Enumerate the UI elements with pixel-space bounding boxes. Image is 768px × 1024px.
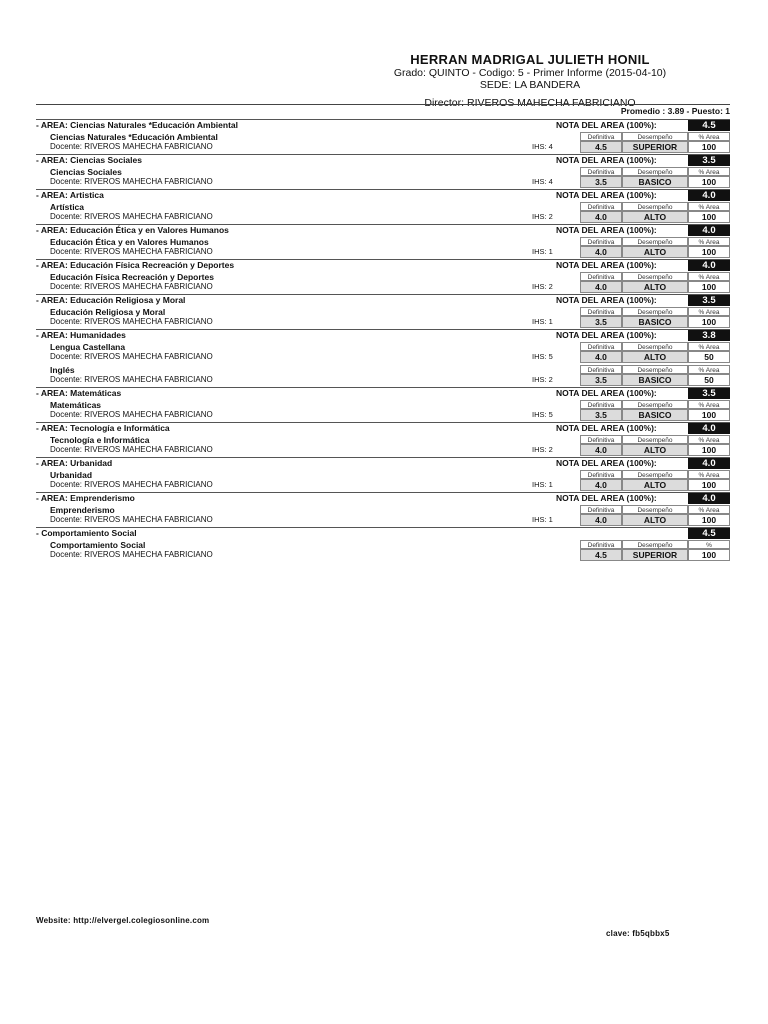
desempeno-value: ALTO <box>622 514 688 526</box>
desempeno-header: Desempeño <box>622 435 688 444</box>
desempeno-header: Desempeño <box>622 202 688 211</box>
subject-name: Urbanidad <box>50 470 93 480</box>
student-name: HERRAN MADRIGAL JULIETH HONIL <box>410 52 650 67</box>
subject-ihs: IHS: 1 <box>532 480 553 489</box>
definitiva-header: Definitiva <box>580 540 622 549</box>
subject-row <box>36 131 730 154</box>
desempeno-header: Desempeño <box>622 307 688 316</box>
subject-ihs: IHS: 4 <box>532 177 553 186</box>
area-block <box>36 154 730 189</box>
definitiva-value: 4.0 <box>580 514 622 526</box>
area-header-row <box>36 260 730 271</box>
promedio-line: Promedio : 3.89 - Puesto: 1 <box>620 106 730 116</box>
desempeno-value: ALTO <box>622 246 688 258</box>
subject-docente: Docente: RIVEROS MAHECHA FABRICIANO <box>50 410 213 419</box>
pct-area-header: % Area <box>688 400 730 409</box>
area-title: - AREA: Matemáticas <box>36 388 122 398</box>
subject-docente: Docente: RIVEROS MAHECHA FABRICIANO <box>50 480 213 489</box>
desempeno-value: SUPERIOR <box>622 549 688 561</box>
desempeno-value: ALTO <box>622 444 688 456</box>
subject-ihs: IHS: 4 <box>532 142 553 151</box>
subject-row <box>36 539 730 562</box>
definitiva-header: Definitiva <box>580 435 622 444</box>
subject-docente: Docente: RIVEROS MAHECHA FABRICIANO <box>50 177 213 186</box>
subject-ihs: IHS: 2 <box>532 282 553 291</box>
subject-row <box>36 166 730 189</box>
desempeno-header: Desempeño <box>622 400 688 409</box>
area-title: - Comportamiento Social <box>36 528 137 538</box>
subject-row <box>36 236 730 259</box>
definitiva-value: 3.5 <box>580 409 622 421</box>
pct-area-header: % Area <box>688 237 730 246</box>
header-divider <box>36 104 730 105</box>
desempeno-value: BASICO <box>622 176 688 188</box>
definitiva-header: Definitiva <box>580 342 622 351</box>
subject-name: Comportamiento Social <box>50 540 146 550</box>
pct-area-value: 100 <box>688 176 730 188</box>
nota-area-label: NOTA DEL AREA (100%): <box>556 388 657 398</box>
nota-area-value: 3.5 <box>688 295 730 306</box>
subject-row <box>36 271 730 294</box>
subject-docente: Docente: RIVEROS MAHECHA FABRICIANO <box>50 142 213 151</box>
desempeno-header: Desempeño <box>622 540 688 549</box>
pct-area-header: % Area <box>688 342 730 351</box>
desempeno-value: BASICO <box>622 374 688 386</box>
definitiva-header: Definitiva <box>580 132 622 141</box>
pct-area-header: % Area <box>688 435 730 444</box>
area-header-row <box>36 225 730 236</box>
grade-grid <box>580 271 730 293</box>
nota-area-label: NOTA DEL AREA (100%): <box>556 225 657 235</box>
subject-row <box>36 341 730 364</box>
nota-area-value: 4.0 <box>688 190 730 201</box>
definitiva-header: Definitiva <box>580 400 622 409</box>
pct-area-header: % Area <box>688 132 730 141</box>
area-title: - AREA: Tecnología e Informática <box>36 423 170 433</box>
grade-grid <box>580 434 730 456</box>
subject-docente: Docente: RIVEROS MAHECHA FABRICIANO <box>50 375 213 384</box>
definitiva-value: 4.5 <box>580 141 622 153</box>
nota-area-value: 3.8 <box>688 330 730 341</box>
area-header-row <box>36 330 730 341</box>
area-header-row <box>36 120 730 131</box>
pct-area-value: 100 <box>688 141 730 153</box>
definitiva-value: 4.5 <box>580 549 622 561</box>
area-header-row <box>36 423 730 434</box>
pct-area-value: 100 <box>688 316 730 328</box>
area-block <box>36 492 730 527</box>
subject-name: Educación Ética y en Valores Humanos <box>50 237 209 247</box>
pct-area-value: 100 <box>688 281 730 293</box>
grade-grid <box>580 539 730 561</box>
area-title: - AREA: Educación Ética y en Valores Humanos <box>36 225 229 235</box>
subject-ihs: IHS: 1 <box>532 515 553 524</box>
area-block <box>36 387 730 422</box>
desempeno-value: SUPERIOR <box>622 141 688 153</box>
subject-row <box>36 504 730 527</box>
subject-name: Ciencias Naturales *Educación Ambiental <box>50 132 218 142</box>
pct-area-header: % Area <box>688 505 730 514</box>
nota-area-label: NOTA DEL AREA (100%): <box>556 295 657 305</box>
definitiva-header: Definitiva <box>580 202 622 211</box>
grade-grid <box>580 469 730 491</box>
definitiva-value: 4.0 <box>580 479 622 491</box>
grade-grid <box>580 306 730 328</box>
desempeno-header: Desempeño <box>622 167 688 176</box>
desempeno-value: ALTO <box>622 351 688 363</box>
desempeno-header: Desempeño <box>622 470 688 479</box>
area-block <box>36 527 730 562</box>
pct-area-value: 100 <box>688 246 730 258</box>
desempeno-value: BASICO <box>622 409 688 421</box>
desempeno-value: ALTO <box>622 281 688 293</box>
subject-name: Artística <box>50 202 85 212</box>
desempeno-header: Desempeño <box>622 505 688 514</box>
grade-grid <box>580 131 730 153</box>
subject-ihs: IHS: 2 <box>532 212 553 221</box>
desempeno-header: Desempeño <box>622 132 688 141</box>
pct-area-value: 50 <box>688 351 730 363</box>
area-header-row <box>36 458 730 469</box>
area-header-row <box>36 190 730 201</box>
pct-area-header: % Area <box>688 365 730 374</box>
grade-grid <box>580 504 730 526</box>
definitiva-header: Definitiva <box>580 505 622 514</box>
definitiva-header: Definitiva <box>580 470 622 479</box>
definitiva-value: 4.0 <box>580 351 622 363</box>
subject-ihs: IHS: 5 <box>532 352 553 361</box>
director-line: Director: RIVEROS MAHECHA FABRICIANO <box>424 97 636 109</box>
definitiva-value: 3.5 <box>580 374 622 386</box>
nota-area-label: NOTA DEL AREA (100%): <box>556 190 657 200</box>
nota-area-label: NOTA DEL AREA (100%): <box>556 330 657 340</box>
nota-area-value: 4.0 <box>688 493 730 504</box>
nota-area-value: 4.0 <box>688 458 730 469</box>
definitiva-header: Definitiva <box>580 365 622 374</box>
subject-docente: Docente: RIVEROS MAHECHA FABRICIANO <box>50 247 213 256</box>
pct-area-header: % Area <box>688 167 730 176</box>
subject-docente: Docente: RIVEROS MAHECHA FABRICIANO <box>50 550 213 559</box>
area-header-row <box>36 493 730 504</box>
pct-area-value: 100 <box>688 479 730 491</box>
subject-name: Emprenderismo <box>50 505 115 515</box>
nota-area-value: 3.5 <box>688 388 730 399</box>
nota-area-label: NOTA DEL AREA (100%): <box>556 155 657 165</box>
pct-area-value: 50 <box>688 374 730 386</box>
grade-grid <box>580 166 730 188</box>
subject-row <box>36 201 730 224</box>
nota-area-label: NOTA DEL AREA (100%): <box>556 260 657 270</box>
pct-area-value: 100 <box>688 549 730 561</box>
definitiva-value: 4.0 <box>580 211 622 223</box>
subject-name: Lengua Castellana <box>50 342 126 352</box>
subject-docente: Docente: RIVEROS MAHECHA FABRICIANO <box>50 515 213 524</box>
subject-name: Educación Religiosa y Moral <box>50 307 166 317</box>
subject-row <box>36 469 730 492</box>
desempeno-header: Desempeño <box>622 365 688 374</box>
area-title: - AREA: Educación Religiosa y Moral <box>36 295 186 305</box>
subject-docente: Docente: RIVEROS MAHECHA FABRICIANO <box>50 282 213 291</box>
areas-list <box>36 119 730 562</box>
grade-grid <box>580 399 730 421</box>
area-block <box>36 119 730 154</box>
subject-row <box>36 364 730 387</box>
pct-area-header: % Area <box>688 470 730 479</box>
area-block <box>36 224 730 259</box>
subject-name: Tecnología e Informática <box>50 435 150 445</box>
area-block <box>36 259 730 294</box>
desempeno-value: ALTO <box>622 479 688 491</box>
area-title: - AREA: Ciencias Sociales <box>36 155 142 165</box>
nota-area-value: 3.5 <box>688 155 730 166</box>
subject-name: Inglés <box>50 365 75 375</box>
subject-docente: Docente: RIVEROS MAHECHA FABRICIANO <box>50 212 213 221</box>
desempeno-value: ALTO <box>622 211 688 223</box>
area-header-row <box>36 295 730 306</box>
subject-docente: Docente: RIVEROS MAHECHA FABRICIANO <box>50 317 213 326</box>
subject-ihs: IHS: 1 <box>532 317 553 326</box>
grade-grid <box>580 364 730 386</box>
nota-area-value: 4.5 <box>688 120 730 131</box>
grado-line: Grado: QUINTO - Codigo: 5 - Primer Informe (2015-04-10) <box>393 67 667 79</box>
area-title: - AREA: Artistica <box>36 190 104 200</box>
subject-docente: Docente: RIVEROS MAHECHA FABRICIANO <box>50 445 213 454</box>
area-title: - AREA: Urbanidad <box>36 458 113 468</box>
area-block <box>36 457 730 492</box>
nota-area-label: NOTA DEL AREA (100%): <box>556 458 657 468</box>
definitiva-value: 4.0 <box>580 246 622 258</box>
desempeno-header: Desempeño <box>622 237 688 246</box>
definitiva-header: Definitiva <box>580 307 622 316</box>
pct-area-header: % Area <box>688 272 730 281</box>
definitiva-value: 4.0 <box>580 444 622 456</box>
definitiva-value: 3.5 <box>580 316 622 328</box>
footer-website: Website: http://elvergel.colegiosonline.com <box>36 916 210 925</box>
area-title: - AREA: Ciencias Naturales *Educación Ambiental <box>36 120 239 130</box>
pct-area-value: 100 <box>688 409 730 421</box>
area-header-row <box>36 388 730 399</box>
area-title: - AREA: Educación Física Recreación y Deportes <box>36 260 235 270</box>
subject-ihs: IHS: 5 <box>532 410 553 419</box>
subject-row <box>36 306 730 329</box>
nota-area-value: 4.0 <box>688 225 730 236</box>
subject-name: Educación Física Recreación y Deportes <box>50 272 214 282</box>
area-block <box>36 329 730 387</box>
grade-grid <box>580 341 730 363</box>
grade-grid <box>580 236 730 258</box>
subject-docente: Docente: RIVEROS MAHECHA FABRICIANO <box>50 352 213 361</box>
sede-line: SEDE: LA BANDERA <box>479 79 581 91</box>
pct-area-header: % <box>688 540 730 549</box>
subject-name: Matemáticas <box>50 400 102 410</box>
subject-name: Ciencias Sociales <box>50 167 122 177</box>
desempeno-header: Desempeño <box>622 272 688 281</box>
definitiva-header: Definitiva <box>580 237 622 246</box>
area-title: - AREA: Humanidades <box>36 330 126 340</box>
desempeno-value: BASICO <box>622 316 688 328</box>
grade-grid <box>580 201 730 223</box>
nota-area-value: 4.0 <box>688 260 730 271</box>
subject-ihs: IHS: 2 <box>532 445 553 454</box>
pct-area-value: 100 <box>688 514 730 526</box>
nota-area-value: 4.5 <box>688 528 730 539</box>
area-block <box>36 189 730 224</box>
definitiva-header: Definitiva <box>580 272 622 281</box>
area-block <box>36 294 730 329</box>
definitiva-value: 3.5 <box>580 176 622 188</box>
area-block <box>36 422 730 457</box>
pct-area-value: 100 <box>688 444 730 456</box>
subject-row <box>36 434 730 457</box>
area-header-row <box>36 528 730 539</box>
subject-ihs: IHS: 1 <box>532 247 553 256</box>
subject-ihs: IHS: 2 <box>532 375 553 384</box>
nota-area-value: 4.0 <box>688 423 730 434</box>
desempeno-header: Desempeño <box>622 342 688 351</box>
area-title: - AREA: Emprenderismo <box>36 493 135 503</box>
nota-area-label: NOTA DEL AREA (100%): <box>556 493 657 503</box>
subject-row <box>36 399 730 422</box>
pct-area-header: % Area <box>688 202 730 211</box>
definitiva-header: Definitiva <box>580 167 622 176</box>
nota-area-label: NOTA DEL AREA (100%): <box>556 120 657 130</box>
pct-area-header: % Area <box>688 307 730 316</box>
pct-area-value: 100 <box>688 211 730 223</box>
report-header <box>300 52 720 109</box>
nota-area-label: NOTA DEL AREA (100%): <box>556 423 657 433</box>
footer-clave: clave: fb5qbbx5 <box>606 929 670 938</box>
area-header-row <box>36 155 730 166</box>
definitiva-value: 4.0 <box>580 281 622 293</box>
